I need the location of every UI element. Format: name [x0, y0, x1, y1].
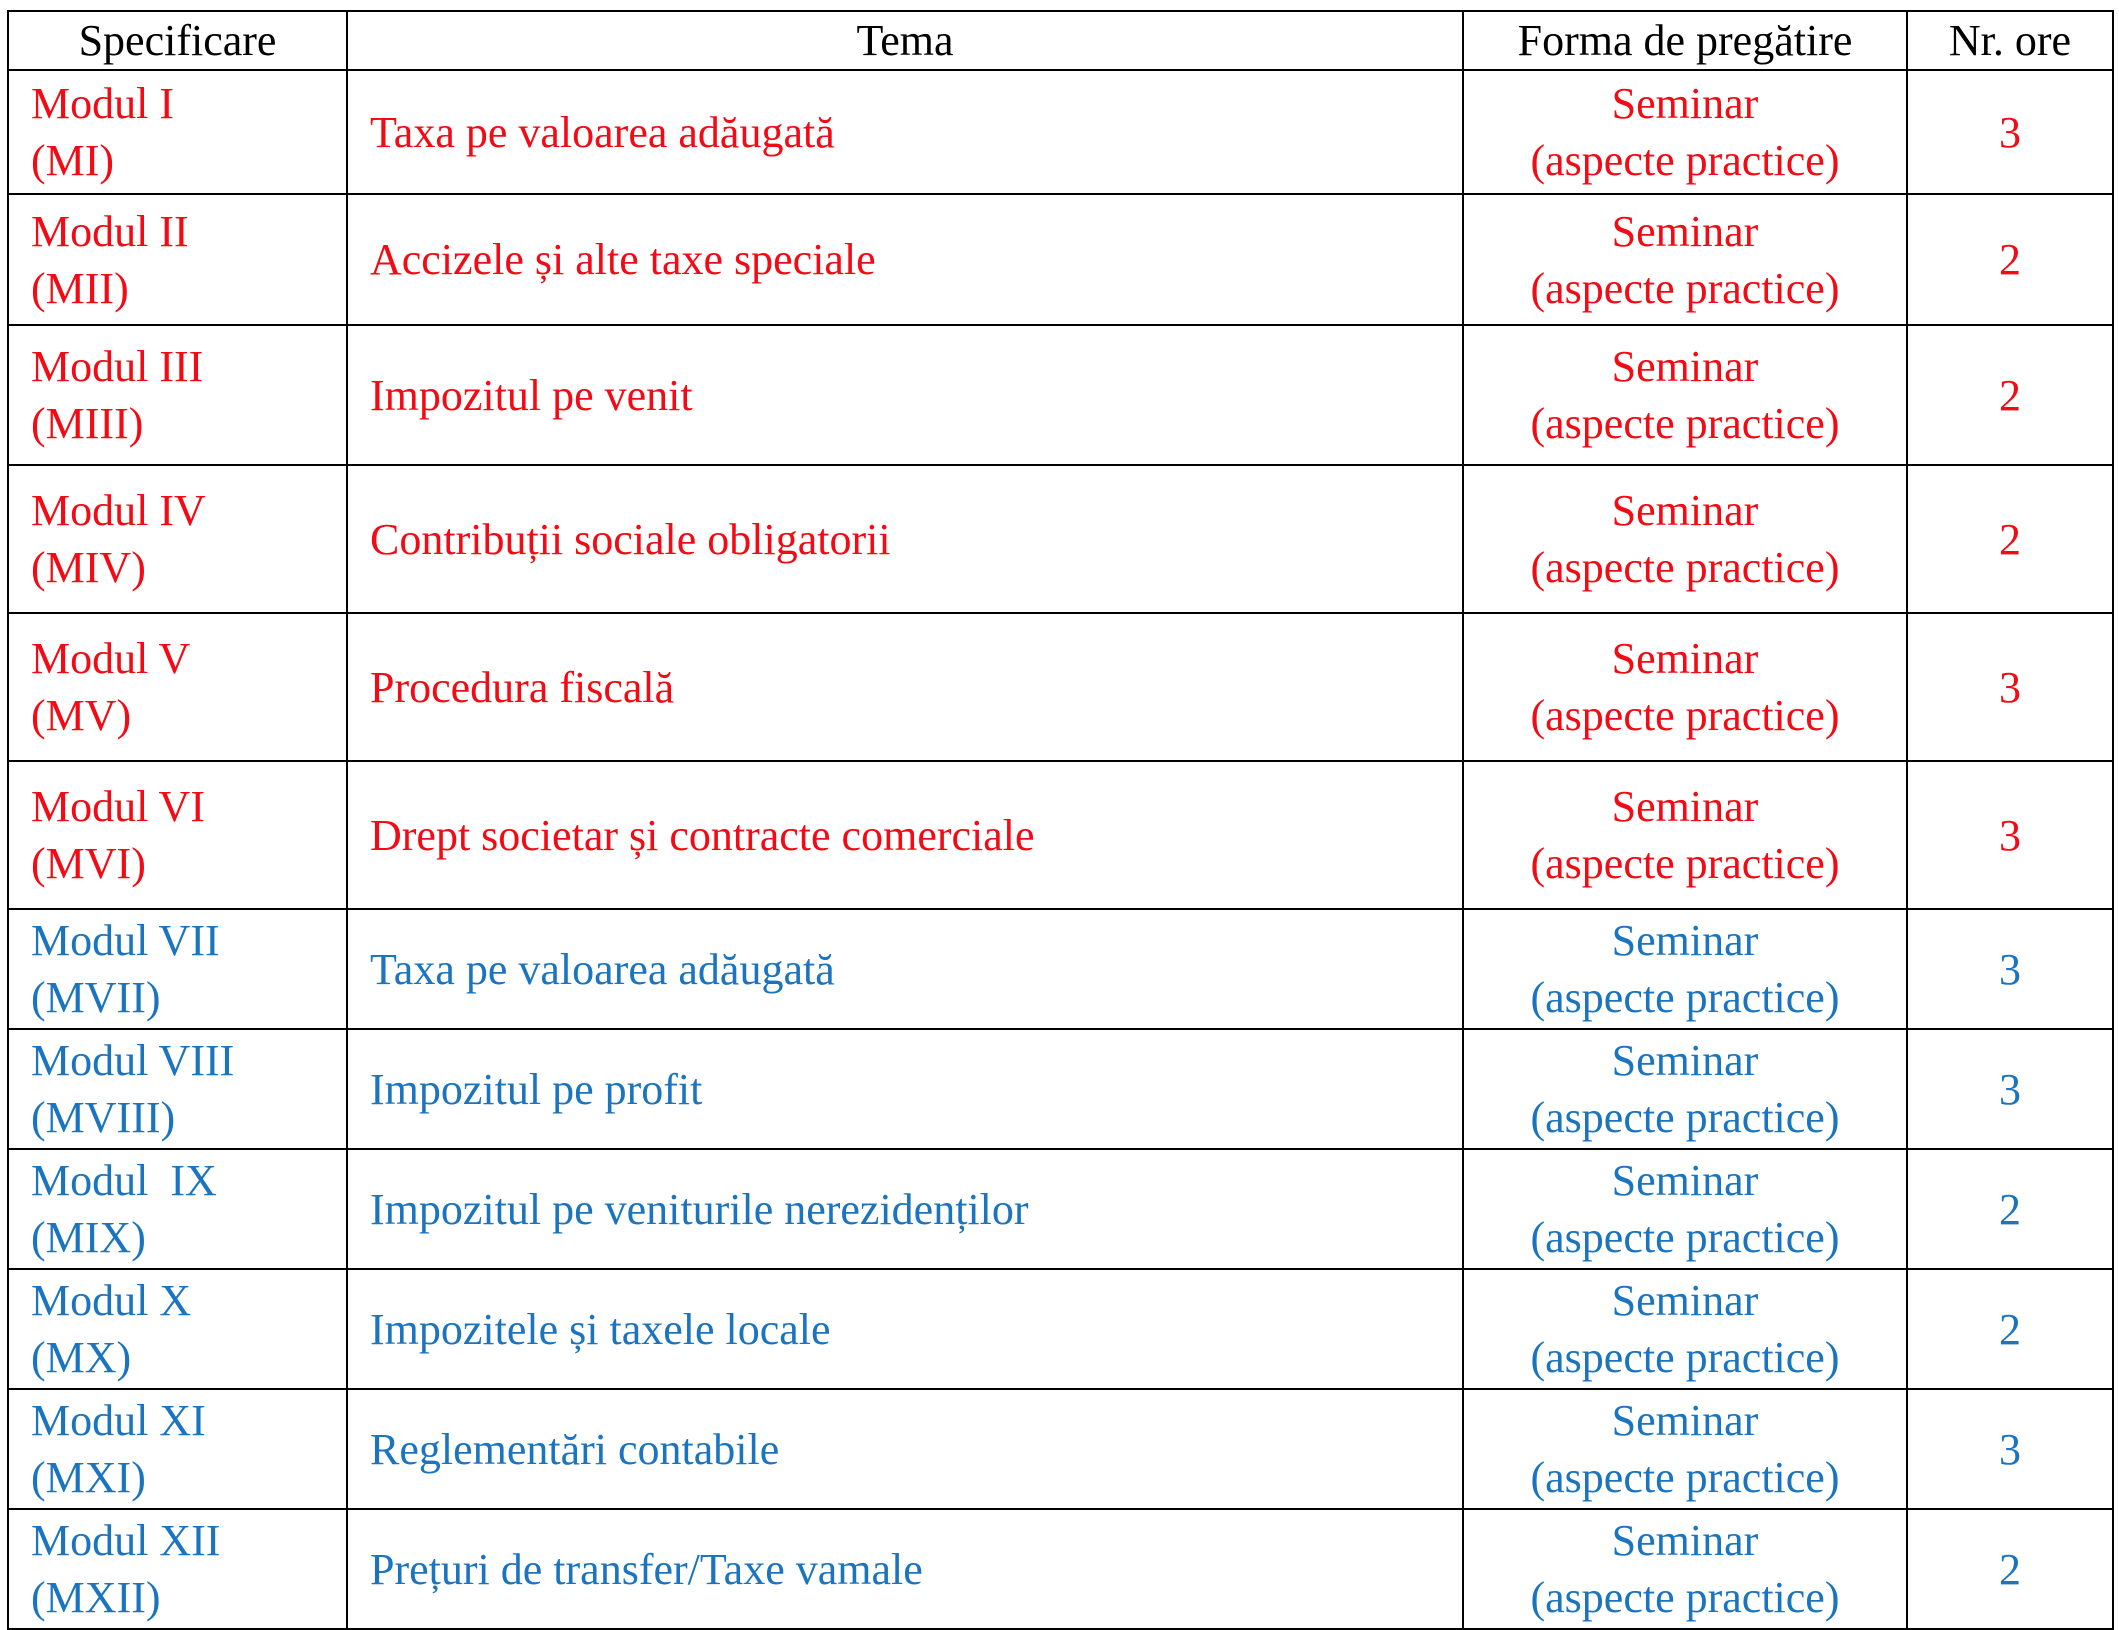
- cell-forma: [1463, 70, 1907, 194]
- cell-forma: [1463, 761, 1907, 909]
- cell-specificare: [8, 909, 347, 1029]
- forma-type: Seminar: [1611, 1156, 1759, 1205]
- cell-specificare: [8, 613, 347, 761]
- cell-tema: Contribuții sociale obligatorii: [347, 465, 1463, 613]
- cell-nr-ore: 2: [1907, 1509, 2113, 1629]
- cell-tema: Impozitele și taxele locale: [347, 1269, 1463, 1389]
- module-name: Modul IX: [31, 1156, 217, 1205]
- cell-tema: Impozitul pe veniturile nerezidenților: [347, 1149, 1463, 1269]
- forma-detail: (aspecte practice): [1530, 263, 1840, 313]
- cell-nr-ore: 3: [1907, 909, 2113, 1029]
- forma-detail: (aspecte practice): [1530, 136, 1840, 185]
- forma-detail: (aspecte practice): [1530, 1453, 1840, 1502]
- cell-specificare: [8, 1269, 347, 1389]
- forma-detail: (aspecte practice): [1530, 973, 1840, 1022]
- module-code: (MX): [31, 1333, 132, 1382]
- table-header: [8, 11, 2113, 70]
- cell-forma: [1463, 465, 1907, 613]
- module-code: (MXI): [31, 1453, 146, 1502]
- cell-forma: [1463, 1509, 1907, 1629]
- cell-specificare: [8, 761, 347, 909]
- table-row: [8, 1389, 2113, 1509]
- cell-specificare: [8, 1029, 347, 1149]
- cell-tema: Prețuri de transfer/Taxe vamale: [347, 1509, 1463, 1629]
- cell-nr-ore: 3: [1907, 761, 2113, 909]
- cell-nr-ore: 2: [1907, 465, 2113, 613]
- table-row: [8, 70, 2113, 194]
- cell-tema: Accizele și alte taxe speciale: [347, 194, 1463, 325]
- table-row: [8, 1509, 2113, 1629]
- header-forma: Forma de pregătire: [1463, 11, 1907, 70]
- forma-type: Seminar: [1611, 206, 1759, 256]
- module-name: Modul IV: [31, 486, 206, 535]
- cell-specificare: [8, 465, 347, 613]
- cell-tema: Reglementări contabile: [347, 1389, 1463, 1509]
- forma-detail: (aspecte practice): [1530, 1093, 1840, 1142]
- cell-tema: Impozitul pe profit: [347, 1029, 1463, 1149]
- module-code: (MIII): [31, 399, 144, 448]
- cell-forma: [1463, 1149, 1907, 1269]
- cell-tema: Procedura fiscală: [347, 613, 1463, 761]
- module-code: (MVI): [31, 839, 146, 888]
- forma-type: Seminar: [1611, 486, 1759, 535]
- module-code: (MVIII): [31, 1093, 176, 1142]
- cell-forma: [1463, 1389, 1907, 1509]
- forma-type: Seminar: [1611, 1036, 1759, 1085]
- module-code: (MIX): [31, 1213, 146, 1262]
- module-name: Modul XI: [31, 1396, 206, 1445]
- cell-specificare: [8, 1509, 347, 1629]
- module-name: Modul I: [31, 79, 174, 128]
- table-row: [8, 909, 2113, 1029]
- cell-nr-ore: 2: [1907, 1149, 2113, 1269]
- cell-nr-ore: 3: [1907, 1389, 2113, 1509]
- forma-type: Seminar: [1611, 1396, 1759, 1445]
- module-code: (MVII): [31, 973, 161, 1022]
- module-name: Modul XII: [31, 1516, 221, 1565]
- forma-detail: (aspecte practice): [1530, 839, 1840, 888]
- table-row: [8, 613, 2113, 761]
- module-code: (MII): [31, 263, 129, 313]
- cell-nr-ore: 2: [1907, 1269, 2113, 1389]
- forma-type: Seminar: [1611, 342, 1759, 391]
- forma-detail: (aspecte practice): [1530, 691, 1840, 740]
- module-name: Modul V: [31, 634, 191, 683]
- cell-forma: [1463, 909, 1907, 1029]
- module-name: Modul VIII: [31, 1036, 235, 1085]
- module-name: Modul X: [31, 1276, 192, 1325]
- cell-tema: Drept societar și contracte comerciale: [347, 761, 1463, 909]
- curriculum-table: [7, 10, 2114, 1630]
- forma-type: Seminar: [1611, 1516, 1759, 1565]
- cell-specificare: [8, 194, 347, 325]
- forma-type: Seminar: [1611, 1276, 1759, 1325]
- forma-detail: (aspecte practice): [1530, 1573, 1840, 1622]
- cell-forma: [1463, 1029, 1907, 1149]
- cell-forma: [1463, 194, 1907, 325]
- module-name: Modul II: [31, 206, 189, 256]
- cell-tema: Impozitul pe venit: [347, 325, 1463, 465]
- header-nr-ore: Nr. ore: [1907, 11, 2113, 70]
- table-row: [8, 325, 2113, 465]
- module-name: Modul VI: [31, 782, 205, 831]
- module-name: Modul VII: [31, 916, 220, 965]
- forma-type: Seminar: [1611, 916, 1759, 965]
- cell-forma: [1463, 1269, 1907, 1389]
- table-row: [8, 1269, 2113, 1389]
- module-code: (MIV): [31, 543, 146, 592]
- table-row: [8, 465, 2113, 613]
- cell-nr-ore: 3: [1907, 70, 2113, 194]
- cell-specificare: [8, 1149, 347, 1269]
- header-specificare: Specificare: [8, 11, 347, 70]
- cell-forma: [1463, 325, 1907, 465]
- cell-specificare: [8, 325, 347, 465]
- module-code: (MI): [31, 136, 115, 185]
- table-body: [8, 70, 2113, 1629]
- table-row: [8, 1149, 2113, 1269]
- cell-specificare: [8, 70, 347, 194]
- forma-type: Seminar: [1611, 79, 1759, 128]
- cell-nr-ore: 2: [1907, 325, 2113, 465]
- module-code: (MV): [31, 691, 132, 740]
- cell-tema: Taxa pe valoarea adăugată: [347, 909, 1463, 1029]
- cell-nr-ore: 3: [1907, 613, 2113, 761]
- module-code: (MXII): [31, 1573, 161, 1622]
- forma-detail: (aspecte practice): [1530, 1333, 1840, 1382]
- forma-type: Seminar: [1611, 634, 1759, 683]
- table-row: [8, 194, 2113, 325]
- forma-type: Seminar: [1611, 782, 1759, 831]
- forma-detail: (aspecte practice): [1530, 399, 1840, 448]
- cell-forma: [1463, 613, 1907, 761]
- cell-nr-ore: 2: [1907, 194, 2113, 325]
- cell-specificare: [8, 1389, 347, 1509]
- table-row: [8, 761, 2113, 909]
- cell-tema: Taxa pe valoarea adăugată: [347, 70, 1463, 194]
- header-tema: Tema: [347, 11, 1463, 70]
- header-row: [8, 11, 2113, 70]
- forma-detail: (aspecte practice): [1530, 543, 1840, 592]
- table-row: [8, 1029, 2113, 1149]
- forma-detail: (aspecte practice): [1530, 1213, 1840, 1262]
- cell-nr-ore: 3: [1907, 1029, 2113, 1149]
- module-name: Modul III: [31, 342, 204, 391]
